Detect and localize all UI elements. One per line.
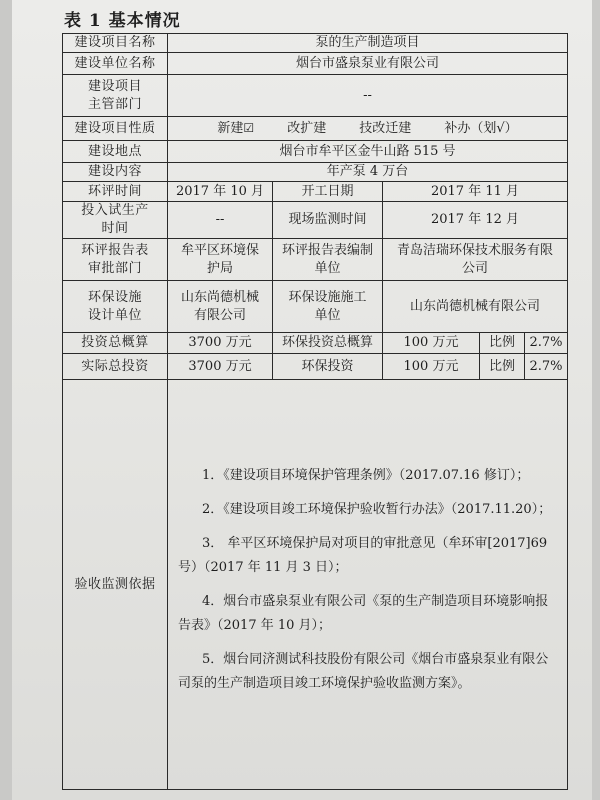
- trial-time-label: 投入试生产 时间: [63, 202, 168, 239]
- design-unit-label: 环保设施 设计单位: [63, 281, 168, 333]
- document-page: [12, 0, 592, 800]
- eia-time-label: 环评时间: [63, 182, 168, 202]
- row-eia-time: [63, 182, 568, 202]
- nature-option-new: 新建☑: [217, 121, 255, 136]
- nature-option-relocate: 技改迁建: [359, 121, 412, 136]
- env-budget-value: 100 万元: [383, 333, 480, 354]
- authority-label: 建设项目 主管部门: [63, 75, 168, 117]
- trial-time-value: --: [168, 202, 273, 239]
- basis-item: 5．烟台同济测试科技股份有限公司《烟台市盛泉泵业有限公司泵的生产制造项目竣工环境保护验收监测方案》。: [178, 651, 549, 691]
- approval-dept-value: 牟平区环境保 护局: [168, 239, 273, 281]
- monitoring-time-label: 现场监测时间: [273, 202, 383, 239]
- row-budget: [63, 333, 568, 354]
- actual-value: 3700 万元: [168, 354, 273, 380]
- start-date-label: 开工日期: [273, 182, 383, 202]
- content-label: 建设内容: [63, 163, 168, 182]
- budget-ratio-value: 2.7%: [525, 333, 568, 354]
- approval-dept-label: 环评报告表 审批部门: [63, 239, 168, 281]
- basis-label: 验收监测依据: [63, 380, 168, 790]
- checked-box-icon: ☑: [243, 121, 255, 135]
- basis-list: [168, 380, 568, 790]
- construction-unit-label: 环保设施施工 单位: [273, 281, 383, 333]
- eia-time-value: 2017 年 10 月: [168, 182, 273, 202]
- row-approval: [63, 239, 568, 281]
- row-authority: [63, 75, 568, 117]
- env-actual-value: 100 万元: [383, 354, 480, 380]
- nature-label: 建设项目性质: [63, 117, 168, 141]
- construction-unit-value: 山东尚德机械有限公司: [383, 281, 568, 333]
- table-title: 表 1 基本情况: [64, 11, 181, 31]
- actual-ratio-label: 比例: [480, 354, 525, 380]
- row-actual: [63, 354, 568, 380]
- project-name-label: 建设项目名称: [63, 34, 168, 53]
- budget-value: 3700 万元: [168, 333, 273, 354]
- basis-item: 3． 牟平区环境保护局对项目的审批意见（牟环审[2017]69 号）（2017 年 11 月 3 日）；: [178, 535, 548, 575]
- row-trial-time: [63, 202, 568, 239]
- row-nature: [63, 117, 568, 141]
- row-unit-name: [63, 53, 568, 75]
- actual-label: 实际总投资: [63, 354, 168, 380]
- row-design: [63, 281, 568, 333]
- basis-item: 4．烟台市盛泉泵业有限公司《泵的生产制造项目环境影响报告表》（2017 年 10 月）；: [178, 593, 549, 633]
- design-unit-value: 山东尚德机械 有限公司: [168, 281, 273, 333]
- budget-ratio-label: 比例: [480, 333, 525, 354]
- basis-item: 2．《建设项目竣工环境保护验收暂行办法》（2017.11.20）；: [202, 501, 552, 517]
- row-project-name: [63, 34, 568, 53]
- content-value: 年产泵 4 万台: [168, 163, 568, 182]
- location-value: 烟台市牟平区金牛山路 515 号: [168, 141, 568, 163]
- row-content: [63, 163, 568, 182]
- unit-name-value: 烟台市盛泉泵业有限公司: [168, 53, 568, 75]
- budget-label: 投资总概算: [63, 333, 168, 354]
- report-compiler-value: 青岛洁瑞环保技术服务有限 公司: [383, 239, 568, 281]
- location-label: 建设地点: [63, 141, 168, 163]
- env-budget-label: 环保投资总概算: [273, 333, 383, 354]
- monitoring-time-value: 2017 年 12 月: [383, 202, 568, 239]
- report-compiler-label: 环评报告表编制 单位: [273, 239, 383, 281]
- basic-info-table: [62, 33, 568, 790]
- row-location: [63, 141, 568, 163]
- authority-value: --: [168, 75, 568, 117]
- unit-name-label: 建设单位名称: [63, 53, 168, 75]
- env-actual-label: 环保投资: [273, 354, 383, 380]
- start-date-value: 2017 年 11 月: [383, 182, 568, 202]
- basis-item: 1．《建设项目环境保护管理条例》（2017.07.16 修订）；: [202, 467, 530, 483]
- nature-option-expand: 改扩建: [287, 121, 327, 136]
- nature-options: [168, 117, 568, 141]
- actual-ratio-value: 2.7%: [525, 354, 568, 380]
- nature-option-supplement: 补办（划√）: [444, 121, 518, 136]
- row-basis: [63, 380, 568, 790]
- project-name-value: 泵的生产制造项目: [168, 34, 568, 53]
